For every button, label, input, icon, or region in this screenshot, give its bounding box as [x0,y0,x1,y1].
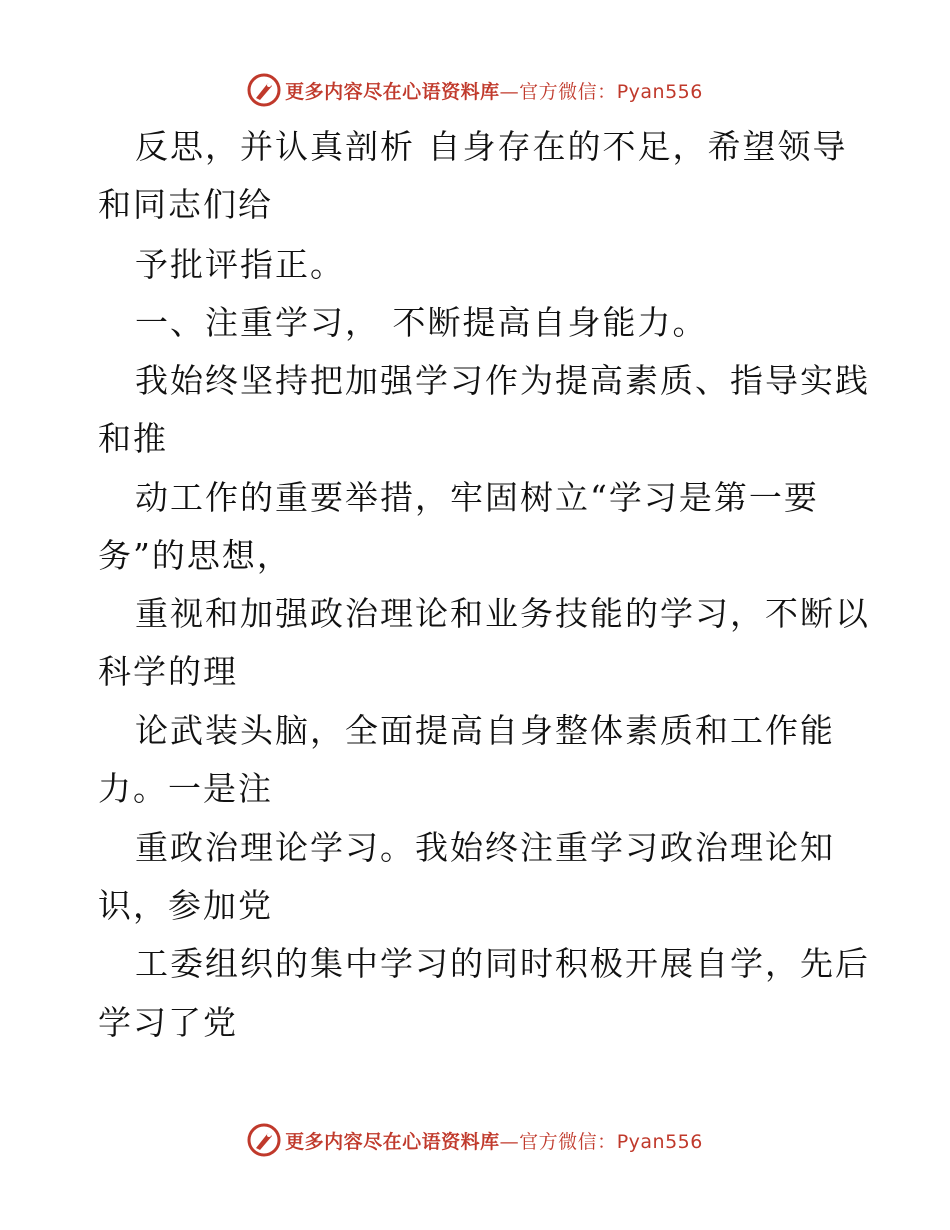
banner-main: 更多内容尽在心语资料库 [285,1130,500,1153]
paragraph-line: 论武装头脑，全面提高自身整体素质和工作能 [135,711,835,750]
paragraph-line: 和同志们给 [98,185,273,224]
banner-sub: 官方微信： [519,80,617,103]
paragraph-line: 和推 [98,419,168,458]
banner-text [285,1127,703,1154]
section-heading: 一、注重学习， 不断提高自身能力。 [135,303,708,342]
paragraph-line: 科学的理 [98,652,238,691]
pen-nib-icon [247,1123,281,1157]
footer-watermark-banner [0,1120,950,1160]
paragraph-line: 力。一是注 [98,769,273,808]
paragraph-line: 动工作的重要举措，牢固树立“学习是第一要 [135,478,819,517]
paragraph-line: 识，参加党 [98,886,273,925]
paragraph-line: 反思，并认真剖析 自身存在的不足，希望领导 [135,127,848,166]
paragraph-line: 工委组织的集中学习的同时积极开展自学，先后 [135,944,870,983]
paragraph-line: 予批评指正。 [135,245,345,284]
pen-nib-icon [247,73,281,107]
banner-text [285,77,703,104]
banner-sub: 官方微信： [519,1130,617,1153]
banner-main: 更多内容尽在心语资料库 [285,80,500,103]
paragraph-line: 重视和加强政治理论和业务技能的学习，不断以 [135,594,870,633]
banner-dash: — [499,1130,520,1153]
banner-dash: — [499,80,520,103]
banner-id: Pyan556 [616,1130,703,1153]
banner-id: Pyan556 [616,80,703,103]
paragraph-line: 学习了党 [98,1003,238,1042]
paragraph-line: 务”的思想， [98,536,292,575]
paragraph-line: 我始终坚持把加强学习作为提高素质、指导实践 [135,361,870,400]
paragraph-line: 重政治理论学习。我始终注重学习政治理论知 [135,828,835,867]
header-watermark-banner [0,70,950,110]
